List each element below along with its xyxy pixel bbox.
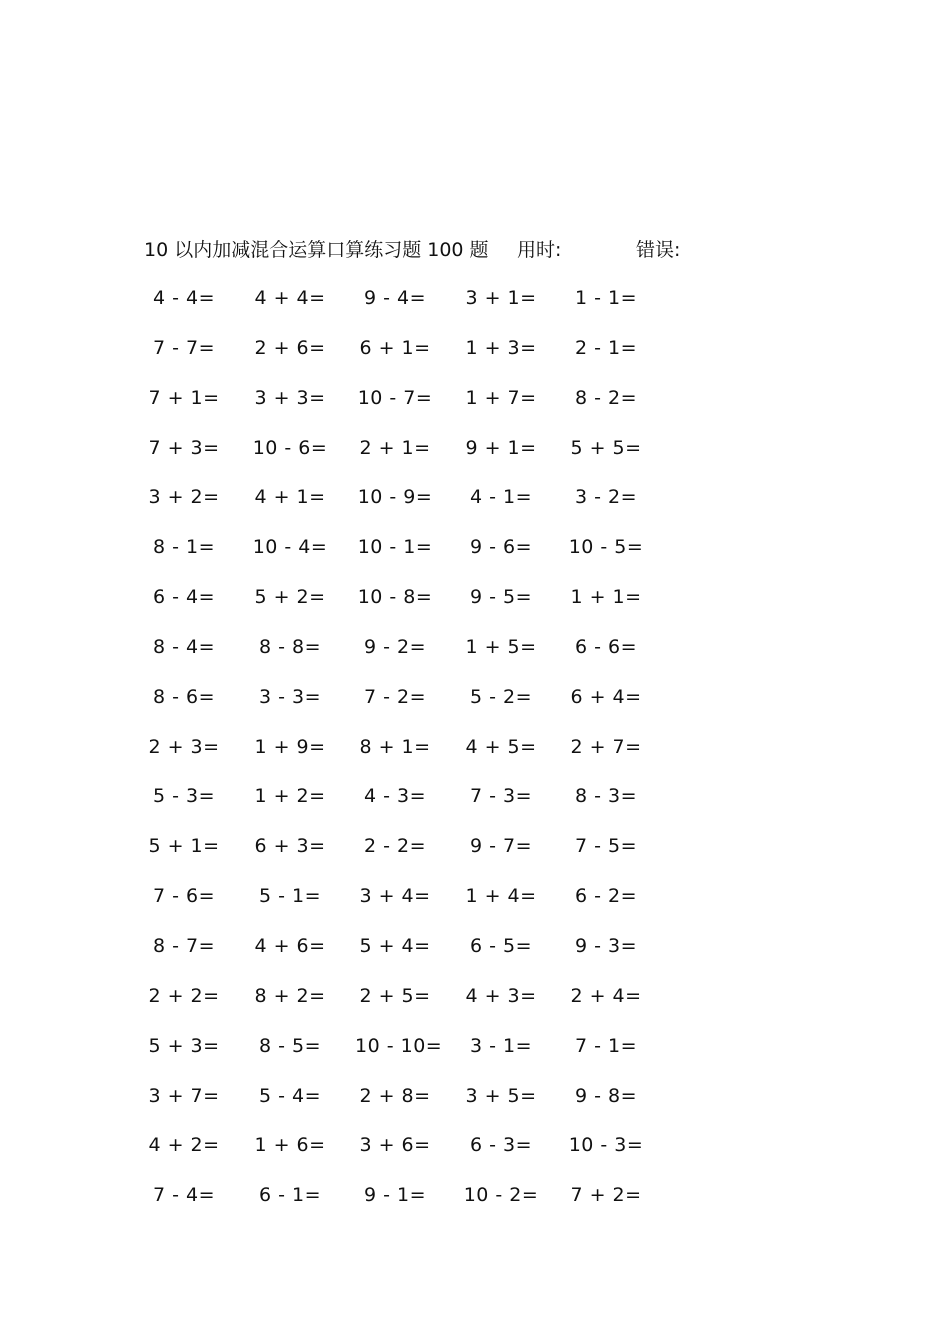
- problem-item: 6 - 2=: [574, 885, 638, 908]
- problem-item: 2 + 4=: [570, 984, 642, 1007]
- problem-item: 7 - 5=: [574, 835, 638, 858]
- problem-item: 7 + 2=: [570, 1184, 642, 1207]
- problem-item: 4 + 5=: [465, 735, 537, 758]
- problem-item: 8 - 7=: [152, 934, 216, 957]
- problem-item: 5 - 3=: [152, 785, 216, 808]
- problem-row: [0, 334, 950, 384]
- problem-item: 3 + 2=: [148, 486, 220, 509]
- problem-item: 1 - 1=: [574, 287, 638, 309]
- time-used-label: 用时:: [517, 239, 562, 261]
- problem-item: 9 - 5=: [469, 586, 533, 609]
- problem-item: 5 + 5=: [570, 436, 642, 459]
- problem-item: 10 - 2=: [463, 1184, 539, 1207]
- problem-item: 7 + 1=: [148, 386, 220, 409]
- problem-item: 10 - 8=: [357, 586, 433, 609]
- problem-item: 9 - 6=: [469, 536, 533, 559]
- problem-row: [0, 733, 950, 783]
- problem-item: 3 + 6=: [359, 1134, 431, 1157]
- problem-item: 1 + 1=: [570, 586, 642, 609]
- problem-row: [0, 483, 950, 533]
- problem-item: 5 - 4=: [258, 1084, 322, 1107]
- problem-item: 5 - 1=: [258, 885, 322, 908]
- problem-item: 10 - 3=: [568, 1134, 644, 1157]
- problem-item: 2 + 2=: [148, 984, 220, 1007]
- problem-item: 10 - 5=: [568, 536, 644, 559]
- problem-item: 10 - 6=: [252, 436, 328, 459]
- problem-item: 4 - 1=: [469, 486, 533, 509]
- problem-item: 2 + 8=: [359, 1084, 431, 1107]
- problem-item: 6 - 4=: [152, 586, 216, 609]
- problem-item: 3 - 1=: [469, 1034, 533, 1057]
- problem-item: 2 + 7=: [570, 735, 642, 758]
- problem-row: [0, 982, 950, 1032]
- problem-item: 3 - 2=: [574, 486, 638, 509]
- problem-item: 7 - 1=: [574, 1034, 638, 1057]
- problem-row: [0, 683, 950, 733]
- problem-item: 6 - 1=: [258, 1184, 322, 1207]
- problem-item: 1 + 4=: [465, 885, 537, 908]
- problem-item: 6 - 5=: [469, 934, 533, 957]
- problem-item: 3 - 3=: [258, 685, 322, 708]
- problem-item: 3 + 1=: [465, 287, 537, 309]
- problem-item: 8 - 6=: [152, 685, 216, 708]
- problem-row: [0, 1082, 950, 1132]
- problem-item: 10 - 9=: [357, 486, 433, 509]
- problem-item: 9 - 8=: [574, 1084, 638, 1107]
- problem-grid: [0, 284, 950, 1231]
- problem-item: 4 + 6=: [254, 934, 326, 957]
- problem-item: 8 + 2=: [254, 984, 326, 1007]
- problem-item: 8 - 1=: [152, 536, 216, 559]
- problem-row: [0, 633, 950, 683]
- worksheet-title: 10 以内加减混合运算口算练习题 100 题: [144, 239, 489, 261]
- problem-item: 4 + 1=: [254, 486, 326, 509]
- problem-item: 7 - 7=: [152, 336, 216, 359]
- problem-item: 1 + 3=: [465, 336, 537, 359]
- problem-item: 4 - 3=: [363, 785, 427, 808]
- problem-item: 1 + 2=: [254, 785, 326, 808]
- problem-item: 5 + 1=: [148, 835, 220, 858]
- problem-item: 6 + 4=: [570, 685, 642, 708]
- problem-item: 1 + 5=: [465, 635, 537, 658]
- problem-item: 10 - 7=: [357, 386, 433, 409]
- problem-item: 7 - 6=: [152, 885, 216, 908]
- problem-item: 7 + 3=: [148, 436, 220, 459]
- problem-item: 2 + 5=: [359, 984, 431, 1007]
- problem-item: 2 - 1=: [574, 336, 638, 359]
- problem-row: [0, 932, 950, 982]
- problem-item: 3 + 5=: [465, 1084, 537, 1107]
- problem-item: 9 - 2=: [363, 635, 427, 658]
- problem-item: 2 - 2=: [363, 835, 427, 858]
- problem-item: 1 + 6=: [254, 1134, 326, 1157]
- problem-item: 8 - 5=: [258, 1034, 322, 1057]
- problem-item: 5 + 4=: [359, 934, 431, 957]
- problem-item: 5 + 3=: [148, 1034, 220, 1057]
- problem-item: 6 - 3=: [469, 1134, 533, 1157]
- problem-item: 4 + 3=: [465, 984, 537, 1007]
- problem-row: [0, 434, 950, 484]
- problem-row: [0, 882, 950, 932]
- problem-row: [0, 1131, 950, 1181]
- problem-item: 6 - 6=: [574, 635, 638, 658]
- problem-item: 4 - 4=: [152, 287, 216, 309]
- problem-item: 4 + 2=: [148, 1134, 220, 1157]
- problem-item: 6 + 3=: [254, 835, 326, 858]
- problem-row: [0, 1032, 950, 1082]
- problem-item: 10 - 4=: [252, 536, 328, 559]
- problem-item: 10 - 10=: [355, 1034, 443, 1057]
- problem-row: [0, 832, 950, 882]
- problem-item: 8 - 8=: [258, 635, 322, 658]
- problem-item: 7 - 2=: [363, 685, 427, 708]
- problem-row: [0, 384, 950, 434]
- problem-row: [0, 782, 950, 832]
- problem-item: 5 - 2=: [469, 685, 533, 708]
- problem-row: [0, 284, 950, 334]
- problem-item: 1 + 9=: [254, 735, 326, 758]
- problem-item: 9 - 1=: [363, 1184, 427, 1207]
- problem-item: 8 - 4=: [152, 635, 216, 658]
- problem-row: [0, 533, 950, 583]
- problem-item: 5 + 2=: [254, 586, 326, 609]
- problem-item: 9 - 4=: [363, 287, 427, 309]
- problem-item: 2 + 3=: [148, 735, 220, 758]
- problem-item: 7 - 4=: [152, 1184, 216, 1207]
- problem-item: 3 + 4=: [359, 885, 431, 908]
- error-count-label: 错误:: [636, 239, 681, 261]
- problem-item: 6 + 1=: [359, 336, 431, 359]
- problem-item: 8 + 1=: [359, 735, 431, 758]
- problem-item: 9 - 7=: [469, 835, 533, 858]
- problem-item: 7 - 3=: [469, 785, 533, 808]
- problem-item: 2 + 6=: [254, 336, 326, 359]
- problem-item: 3 + 7=: [148, 1084, 220, 1107]
- problem-row: [0, 1181, 950, 1231]
- problem-item: 1 + 7=: [465, 386, 537, 409]
- problem-item: 9 + 1=: [465, 436, 537, 459]
- problem-item: 2 + 1=: [359, 436, 431, 459]
- problem-item: 9 - 3=: [574, 934, 638, 957]
- problem-item: 4 + 4=: [254, 287, 326, 309]
- problem-item: 3 + 3=: [254, 386, 326, 409]
- problem-row: [0, 583, 950, 633]
- problem-item: 8 - 2=: [574, 386, 638, 409]
- problem-item: 10 - 1=: [357, 536, 433, 559]
- problem-item: 8 - 3=: [574, 785, 638, 808]
